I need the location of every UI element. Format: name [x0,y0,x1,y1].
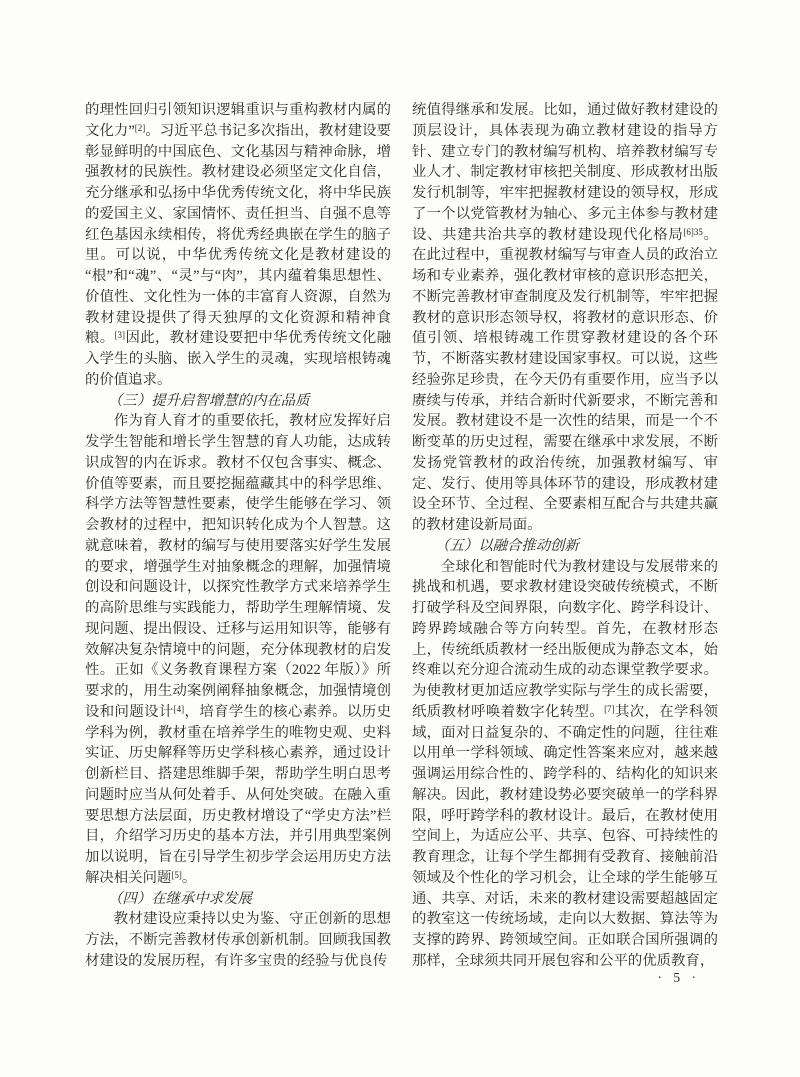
text-run: 其次，在学科领域，面对日益复杂的、不确定性的问题，往往难以用单一学科领域、确定性答案来应对，越来越强调运用综合性的、跨学科的、结构化的知识来解决。因此，教材建设势必要突破单一的学科界限，呼吁跨学科的教材设计。最后，在教材使用空间上，为适应公平、共享、包容、可持续性的教育理念，让每个学生都拥有受教育、接触前沿领域及个性化的学习机会，让全球的学生能够互通、共享、对话，未来的教材建设需要超越固定的教室这一传统场域，走向以大数据、算法等为支撑的跨界、跨领域空间。正如联合国所强调的那样，全球须共同开展包容和公平的优质教育， [412,703,718,969]
left-column [85,100,391,972]
page-number: · 5 · [657,970,700,985]
text-run: （五）以融合推动创新 [435,537,579,554]
text-run: 全球化和智能时代为教材建设与发展带来的挑战和机遇，要求教材建设突破传统模式，不断打破学科及空间界限，向数字化、跨学科设计、跨界跨域融合等方向转型。首先，在教材形态上，传统纸质教材一经出版便成为静态文本，始终难以充分迎合流动生成的动态课堂教学要求。为使教材更加适应教学实际与学生的成长需要，纸质教材呼唤着数字化转型。 [412,558,718,720]
section-heading [85,391,391,412]
citation-superscript: [6]35 [683,226,703,237]
text-run: 作为育人育才的重要依托，教材应发挥好启发学生智能和增长学生智慧的育人功能，达成转识成智的内在诉求。教材不仅包含事实、概念、价值等要素，而且要挖掘蕴藏其中的科学思维、科学方法等智慧性要素，使学生能够在学习、领会教材的过程中，把知识转化成为个人智慧。这就意味着，教材的编写与使用要落实好学生发展的要求，增强学生对抽象概念的理解，加强情境创设和问题设计，以探究性教学方式来培养学生的高阶思维与实践能力，帮助学生理解情境、发现问题、提出假设、迁移与运用知识等，能够有效解决复杂情境中的问题，充分体现教材的启发性。正如《义务教育课程方案（2022 年版）》所要求的，用生动案例阐释抽象概念，加强情境创设和问题设计 [85,413,391,720]
text-run: 的理性回归引领知识逻辑重识与重构教材内属的文化力” [85,102,391,139]
section-heading [85,889,391,910]
text-run: 教材建设应秉持以史为鉴、守正创新的思想方法，不断完善教材传承创新机制。回顾我国教材建设的发展历程，有许多宝贵的经验与优良传 [85,911,391,969]
right-column [412,100,718,972]
text-run: 统值得继承和发展。比如，通过做好教材建设的顶层设计，具体表现为确立教材建设的指导方针、建立专门的教材编写机构、培养教材编写专业人才、制定教材审核把关制度、形成教材出版发行机制等，牢牢把握教材建设的领导权，形成了一个以党管教材为轴心、多元主体参与教材建设、共建共治共享的教材建设现代化格局 [412,102,718,243]
citation-superscript: [2] [134,122,146,133]
citation-superscript: [7] [604,703,615,714]
section-heading [412,536,718,557]
paragraph-continuation [412,100,718,536]
text-run: ，培育学生的核心素养。以历史学科为例，教材重在培养学生的唯物史观、史料实证、历史解释等历史学科核心素养，通过设计创新栏目、搭建思维脚手架，帮助学生明白思考问题时应当从何处着手、从何处突破。在融入重要思想方法层面，历史教材增设了“学史方法”栏目，介绍学习历史的基本方法，并引用典型案例加以说明，旨在引导学生初步学会运用历史方法解决相关问题 [85,703,391,886]
text-run: 。在此过程中，重视教材编写与审查人员的政治立场和专业素养，强化教材审核的意识形态把关，不断完善教材审查制度及发行机制等，牢牢把握教材的意识形态领导权，将教材的意识形态、价值引领、培根铸魂工作贯穿教材建设的各个环节，不断落实教材建设国家事权。可以说，这些经验弥足珍贵，在今天仍有重要作用，应当予以赓续与传承，并结合新时代新要求，不断完善和发展。教材建设不是一次性的结果，而是一个不断变革的历史过程，需要在继承中求发展，不断发扬党管教材的政治传统，加强教材编写、审定、发行、使用等具体环节的建设，形成教材建设全环节、全过程、全要素相互配合与共建共赢的教材建设新局面。 [412,226,718,533]
paragraph-continuation [85,100,391,391]
text-run: （四）在继承中求发展 [108,890,252,907]
paragraph [412,557,718,972]
text-run: 因此，教材建设要把中华优秀传统文化融入学生的头脑、嵌入学生的灵魂，实现培根铸魂的价值追求。 [85,330,391,388]
paragraph [85,411,391,888]
text-run: （三）提升启智增慧的内在品质 [108,392,310,409]
text-run: 。习近平总书记多次指出，教材建设要彰显鲜明的中国底色、文化基因与精神命脉，增强教材的民族性。教材建设必须坚定文化自信，充分继承和弘扬中华优秀传统文化，将中华民族的爱国主义、家国情怀、责任担当、自强不息等红色基因永续相传，将优秀经典嵌在学生的脑子里。可以说，中华优秀传统文化是教材建设的“根”和“魂”、“灵”与“肉”，其内蕴着集思想性、价值性、文化性为一体的丰富育人资源，自然为教材建设提供了得天独厚的文化资源和精神食粮。 [85,122,391,347]
citation-superscript: [4] [173,703,185,714]
citation-superscript: [5] [171,869,182,880]
text-run: 。 [181,869,197,886]
text-columns [85,100,718,972]
paragraph [85,909,391,971]
citation-superscript: [3] [114,330,126,341]
